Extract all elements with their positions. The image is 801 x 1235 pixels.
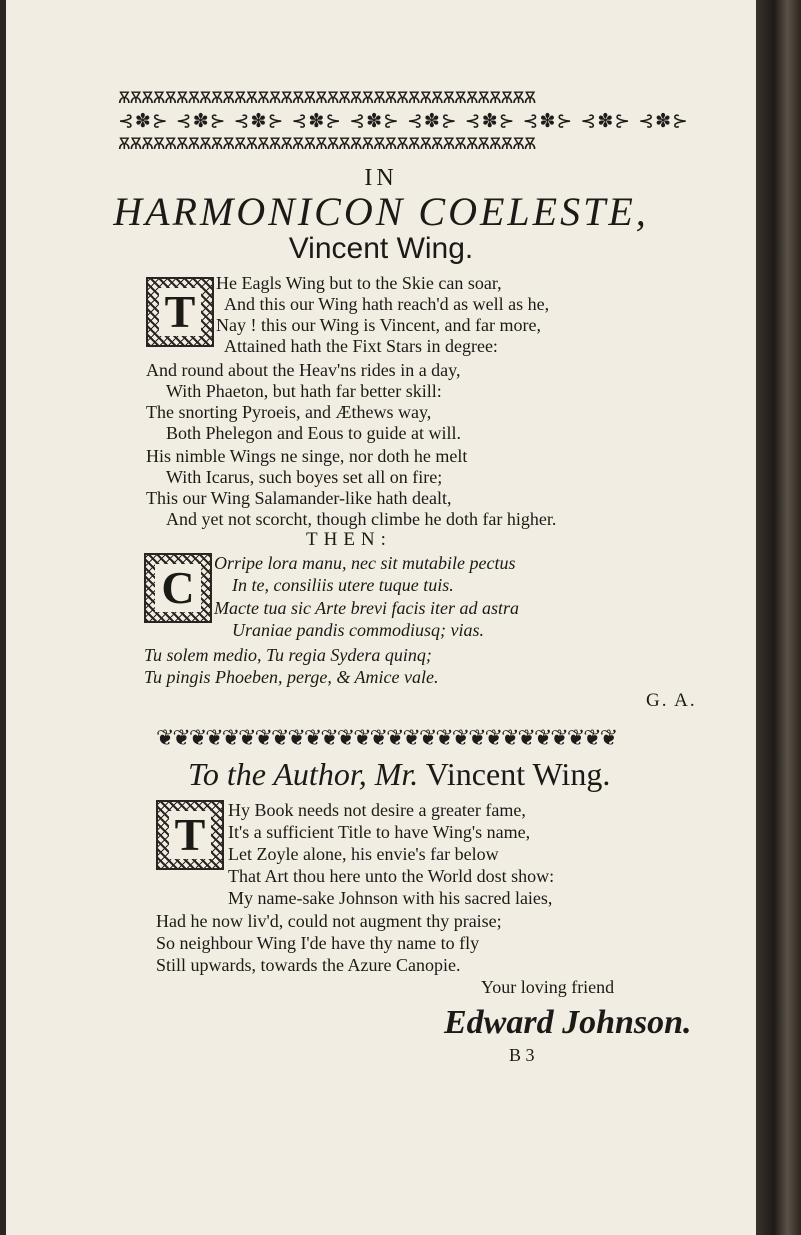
closing-line: Your loving friend [481,977,615,997]
dedication-line: Had he now liv'd, could not augment thy praise; [156,911,502,931]
poem-line: The snorting Pyroeis, and Æthews way, [146,402,432,422]
then-heading: THEN: [306,529,392,550]
poem-line: With Phaeton, but hath far better skill: [166,381,442,401]
book-page [6,0,756,1235]
dedication-line: My name-sake Johnson with his sacred laies, [228,888,553,908]
ornament-row-top: ѪѪѪѪѪѪѪѪѪѪѪѪѪѪѪѪѪѪѪѪѪѪѪѪѪѪѪѪѪѪѪѪѪѪѪѪ [118,88,536,107]
latin-line: Tu pingis Phoeben, perge, & Amice vale. [144,667,439,687]
poem-line: Nay ! this our Wing is Vincent, and far more, [216,315,541,335]
latin-line: Uraniae pandis commodiusq; vias. [232,620,484,640]
dropcap-ornament: T [146,277,214,347]
dedication-heading-name: Vincent Wing. [425,756,611,792]
dedication-poem [6,0,756,1235]
dedication-line: Hy Book needs not desire a greater fame, [228,800,526,820]
signature-mark: B 3 [509,1045,535,1065]
poem-line: Both Phelegon and Eous to guide at will. [166,423,461,443]
dedication-line: Let Zoyle alone, his envie's far below [228,844,499,864]
poem-line: Attained hath the Fixt Stars in degree: [224,336,498,356]
ornament-row-bottom: ѪѪѪѪѪѪѪѪѪѪѪѪѪѪѪѪѪѪѪѪѪѪѪѪѪѪѪѪѪѪѪѪѪѪѪѪ [118,134,536,153]
dropcap-ornament: C [144,553,212,623]
latin-line: Orripe lora manu, nec sit mutabile pectus [214,553,516,573]
book-edge-shadow [756,0,801,1235]
fleuron-rule: ❦❦❦❦❦❦❦❦❦❦❦❦❦❦❦❦❦❦❦❦❦❦❦❦❦❦❦❦ [156,726,617,751]
poem-line: And this our Wing hath reach'd as well as he, [224,294,550,314]
latin-signature: G. A. [646,690,697,711]
dedication-line: That Art thou here unto the World dost show: [228,866,555,886]
dedication-line: Still upwards, towards the Azure Canopie. [156,955,461,975]
poem-line: His nimble Wings ne singe, nor doth he melt [146,446,468,466]
latin-line: Macte tua sic Arte brevi facis iter ad astra [214,598,519,618]
poem-line: He Eagls Wing but to the Skie can soar, [216,273,502,293]
page-subtitle: Vincent Wing. [288,232,474,265]
dedication-heading-prefix: To the Author, Mr. [188,756,419,792]
latin-line: Tu solem medio, Tu regia Sydera quinq; [144,645,432,665]
in-heading: IN [364,165,398,191]
poem-line: This our Wing Salamander-like hath dealt, [146,488,452,508]
ornament-row-middle: ⊰✽⊱ ⊰✽⊱ ⊰✽⊱ ⊰✽⊱ ⊰✽⊱ ⊰✽⊱ ⊰✽⊱ ⊰✽⊱ ⊰✽⊱ ⊰✽⊱ [118,110,689,132]
dedication-line: It's a sufficient Title to have Wing's name, [228,822,531,842]
signature: Edward Johnson. [444,1004,692,1041]
dropcap-ornament: T [156,800,224,870]
page-title: HARMONICON COELESTE, [113,189,649,234]
poem-line: And yet not scorcht, though climbe he doth far higher. [166,509,557,529]
poem-line: With Icarus, such boyes set all on fire; [166,467,443,487]
poem-line: And round about the Heav'ns rides in a day, [146,360,461,380]
dedication-line: So neighbour Wing I'de have thy name to fly [156,933,480,953]
latin-line: In te, consiliis utere tuque tuis. [232,575,454,595]
